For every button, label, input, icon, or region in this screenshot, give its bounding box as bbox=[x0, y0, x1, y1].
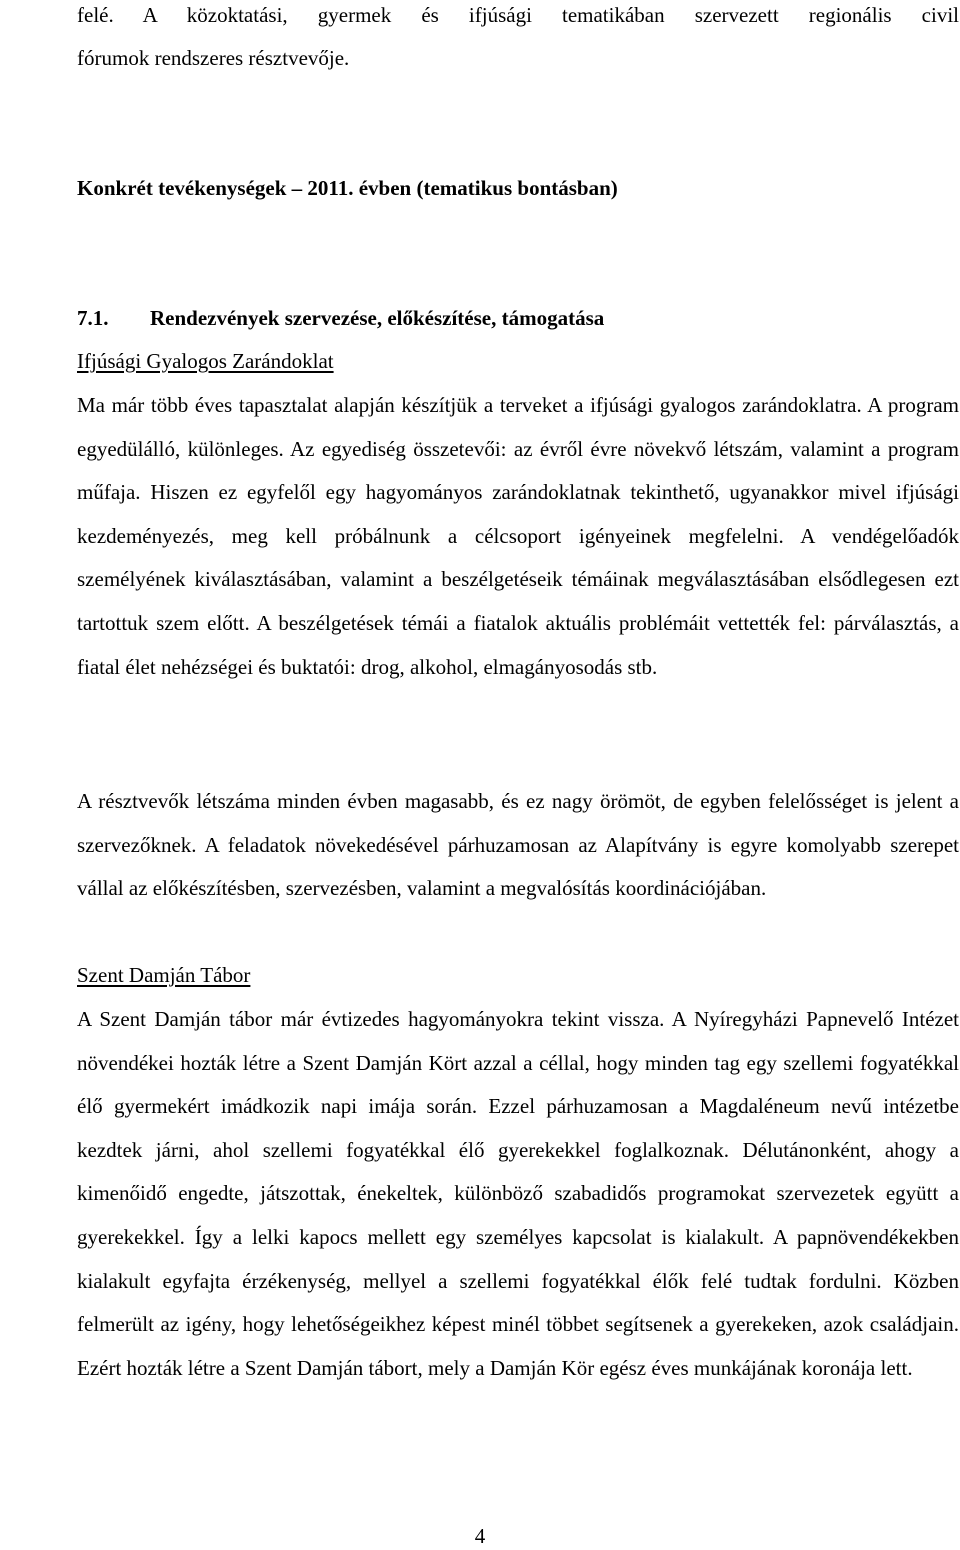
camp-title: Szent Damján Tábor bbox=[77, 963, 251, 987]
intro-line-2: fórumok rendszeres résztvevője. bbox=[77, 46, 350, 70]
section-number: 7.1. bbox=[77, 306, 109, 330]
pilgrimage-paragraph-1: Ma már több éves tapasztalat alapján készítjük a terveket a ifjúsági gyalogos zarándoklatra. A program egyedülálló, különleges. Az egyediség összetevői: az évről évre növekvő létszám, valamint a program műfaja. Hiszen ez egyfelől egy hagyományos zarándoklatnak tekinthető, ugyanakkor mivel ifjúsági kezdeményezés, meg kell próbálnunk a célcsoport igényeinek megfelelni. A vendégelőadók személyének kiválasztásában, valamint a beszélgetéseik témáinak megválasztásában elsődlegesen ezt tartottuk szem előtt. A beszélgetések témái a fiatalok aktuális problémáit vettették fel: párválasztás, a fiatal élet nehézségei és buktatói: drog, alkohol, elmagányosodás stb. bbox=[77, 393, 959, 679]
pilgrimage-title: Ifjúsági Gyalogos Zarándoklat bbox=[77, 349, 334, 373]
pilgrimage-paragraph-2: A résztvevők létszáma minden évben magasabb, és ez nagy örömöt, de egyben felelősséget is jelent a szervezőknek. A feladatok növekedésével párhuzamosan az Alapítvány is egyre komolyabb szerepet vállal az előkészítésben, szervezésben, valamint a megvalósítás koordinációjában. bbox=[77, 789, 959, 901]
section-title: Rendezvények szervezése, előkészítése, támogatása bbox=[150, 306, 605, 330]
intro-line-1: felé. A közoktatási, gyermek és ifjúsági tematikában szervezett regionális civil bbox=[77, 3, 959, 27]
page-number: 4 bbox=[474, 1524, 486, 1548]
camp-paragraph-1: A Szent Damján tábor már évtizedes hagyományokra tekint vissza. A Nyíregyházi Papnevelő Intézet növendékei hozták létre a Szent Damján Kört azzal a céllal, hogy minden tag egy szellemi fogyatékkal élő gyermekért imádkozik napi imája során. Ezzel párhuzamosan a Magdaléneum nevű intézetbe kezdtek járni, ahol szellemi fogyatékkal élő gyerekekkel foglalkoznak. Délutánonként, ahogy a kimenőidő engedte, játszottak, énekeltek, különböző szabadidős programokat szervezetek együtt a gyerekekkel. Így a lelki kapocs mellett egy személyes kapcsolat is kialakult. A papnövendékekben kialakult egyfajta érzékenység, mellyel a szellemi fogyatékkal élők felé tudtak fordulni. Közben felmerült az igény, hogy lehetőségeikhez képest minél többet segítsenek a gyerekeken, azok családjain. Ezért hozták létre a Szent Damján tábort, mely a Damján Kör egész éves munkájának koronája lett. bbox=[77, 1007, 959, 1380]
activities-heading: Konkrét tevékenységek – 2011. évben (tematikus bontásban) bbox=[77, 176, 618, 200]
